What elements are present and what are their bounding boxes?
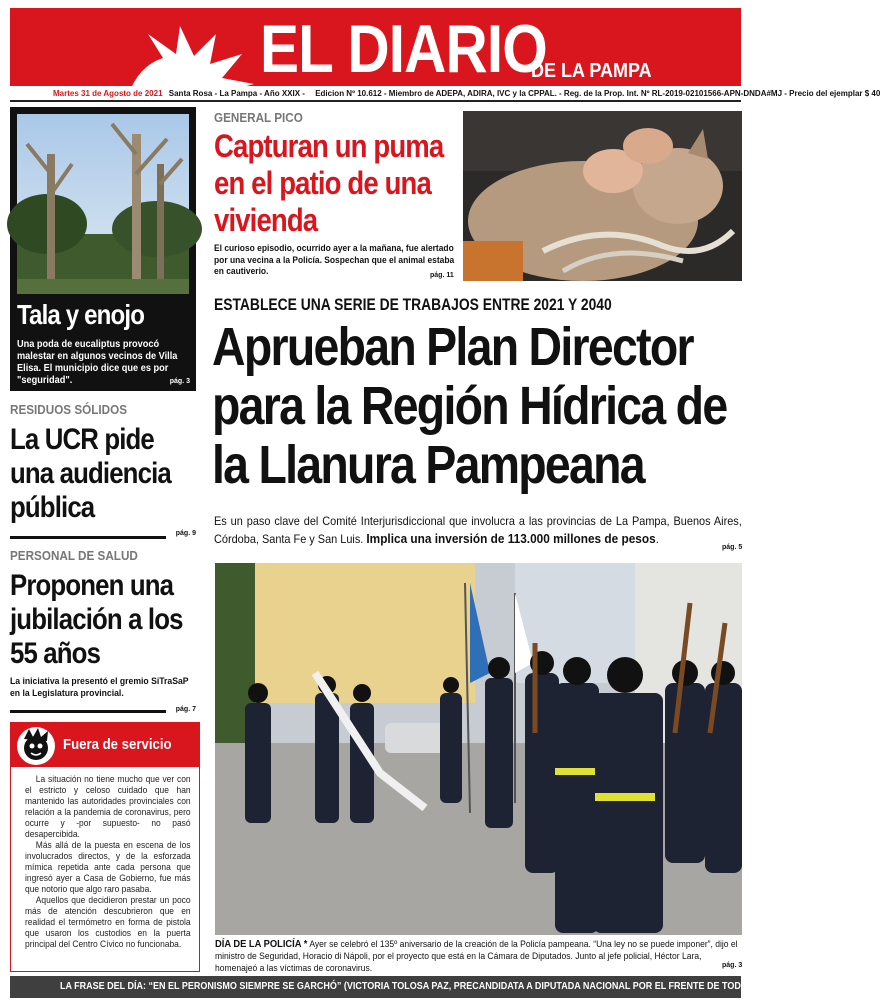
salud-divider: [10, 710, 166, 713]
fuera-paragraph: Aquellos que decidieron prestar un poco más de atención descubrieron que en realidad el termómetro en forma de pistola que usaron los custodios en la puerta principal del Centro Cívico no funcionaba.: [25, 894, 191, 949]
fuera-header: [11, 723, 199, 767]
fuera-paragraph: La situación no tiene mucho que ver con el estricto y celoso cuidado que han mantenido las autoridades provinciales con relación a la pandemia de coronavirus, pero ocurre y -por supuesto- no pasó desapercibida.: [25, 773, 191, 839]
main-summary-end: .: [655, 532, 659, 546]
main-summary-text: Es un paso clave del Comité Interjurisdiccional que involucra a las provincias de La Pampa, Buenos Aires, Córdoba, Santa Fe y San Luis.: [214, 514, 742, 546]
salud-page-ref: pág. 7: [175, 706, 196, 713]
police-page-ref: pág. 3: [722, 962, 743, 969]
newspaper-title: EL DIARIO: [260, 11, 547, 87]
puma-photo: [463, 111, 742, 281]
ucr-headline: La UCR pide una audiencia pública: [10, 423, 171, 524]
pico-page-ref: pág. 11: [430, 272, 454, 279]
column-fuera-de-servicio[interactable]: [10, 722, 200, 972]
police-caption-kicker: DÍA DE LA POLICÍA *: [215, 938, 308, 950]
ucr-kicker: RESIDUOS SÓLIDOS: [10, 402, 128, 417]
frase-del-dia-bar[interactable]: [10, 976, 793, 998]
salud-kicker: PERSONAL DE SALUD: [10, 548, 138, 563]
eucalyptus-photo: [17, 114, 189, 294]
police-caption-text: Ayer se celebró el 135º aniversario de la creación de la Policía pampeana. “Una ley no se puede imponer”, dijo el ministro de Seguridad, Horacio di Nápoli, por el proyecto que está en la Cámara de Diputados. Junto al jefe policial, Héctor Lara, homenajeó a las víctimas de coronavirus.: [215, 939, 738, 974]
main-headline: Aprueban Plan Director para la Región Hídrica de la Llanura Pampeana: [212, 317, 727, 495]
police-caption: [215, 938, 743, 975]
salud-summary: La iniciativa la presentó el gremio SiTraSaP en la Legislatura provincial.: [10, 676, 189, 699]
story-ucr[interactable]: [10, 402, 200, 542]
issue-date: Martes 31 de Agosto de 2021: [53, 89, 163, 98]
salud-headline: Proponen una jubilación a los 55 años: [10, 569, 183, 670]
tala-page-ref: pág. 3: [169, 378, 190, 385]
main-summary: [214, 513, 742, 548]
police-ceremony-photo: [215, 563, 742, 935]
issue-place: Santa Rosa - La Pampa - Año XXIX -: [168, 89, 305, 98]
fuera-body: [25, 773, 191, 949]
fuera-title: Fuera de servicio: [63, 736, 172, 753]
ucr-divider: [10, 536, 166, 539]
issue-edition: Edicion Nº 10.612 - Miembro de ADEPA, ADIRA, IVC y la CPPAL. - Reg. de la Prop. Int. Nº RL-2019-02101566-APN-DNDA#MJ - Precio del ejemplar $ 40: [315, 89, 880, 98]
frase-del-dia-text: LA FRASE DEL DÍA: “EN EL PERONISMO SIEMPRE SE GARCHÓ” (VICTORIA TOLOSA PAZ, PRECANDIDATA A DIPUTADA NACIONAL POR EL FRENTE DE TODOS). pág. 18: [60, 981, 793, 992]
newspaper-subtitle: DE LA PAMPA: [531, 60, 652, 82]
main-page-ref: pág. 5: [722, 544, 743, 551]
tala-summary: Una poda de eucaliptus provocó malestar en algunos vecinos de Villa Elisa. El municipio dice que es por "seguridad".: [17, 339, 178, 386]
pico-headline: Capturan un puma en el patio de una vivienda: [214, 128, 444, 238]
mascot-icon: [15, 725, 57, 767]
main-kicker: ESTABLECE UNA SERIE DE TRABAJOS ENTRE 2021 Y 2040: [214, 296, 612, 314]
tala-headline: Tala y enojo: [17, 299, 145, 330]
pico-kicker: GENERAL PICO: [214, 110, 303, 125]
ucr-page-ref: pág. 9: [175, 530, 196, 537]
masthead: [10, 8, 741, 86]
fuera-paragraph: Más allá de la puesta en escena de los involucrados directos, y de la esforzada mímica repetida ante cada persona que ingresó ayer a Casa de Gobierno, fue más que notorio que algo raro pasaba.: [25, 839, 191, 894]
pico-summary: El curioso episodio, ocurrido ayer a la mañana, fue alertado por una vecina a la Policía. Sospechan que el animal estaba en cautiverio.: [214, 243, 455, 278]
main-summary-highlight: Implica una inversión de 113.000 millones de pesos: [366, 531, 656, 546]
dateline: [10, 88, 880, 102]
story-tala[interactable]: [10, 107, 196, 391]
story-salud[interactable]: [10, 548, 200, 718]
sun-logo-icon: [118, 26, 258, 96]
